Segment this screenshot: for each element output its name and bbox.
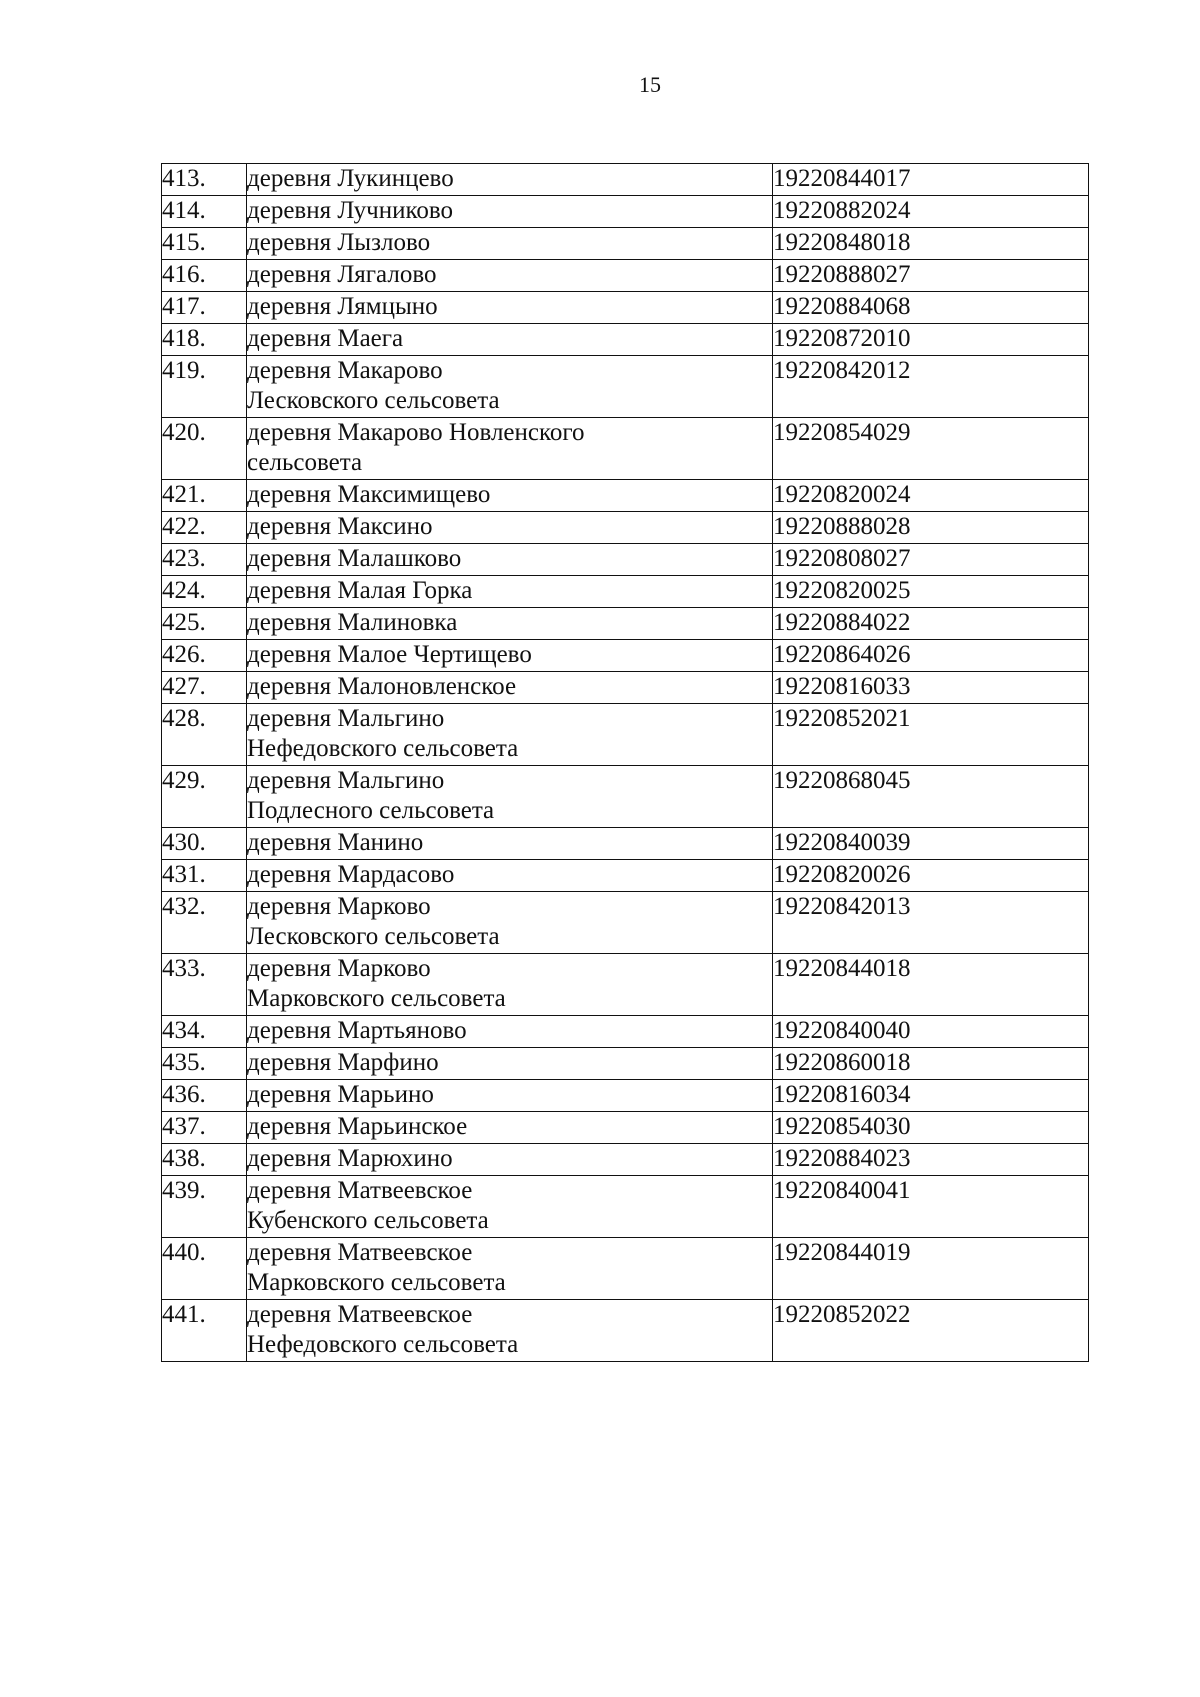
oktmo-code: 19220884068 — [773, 292, 1089, 324]
table-row — [162, 1048, 1089, 1080]
settlement-name — [247, 704, 773, 766]
settlement-name — [247, 1016, 773, 1048]
table-row — [162, 766, 1089, 828]
settlement-name-line: деревня Малое Чертищево — [247, 641, 532, 668]
oktmo-code: 19220868045 — [773, 766, 1089, 828]
settlement-name-line: деревня Лучниково — [247, 197, 454, 224]
settlement-name-line: деревня Максино — [247, 513, 433, 540]
row-number: 413. — [162, 164, 247, 196]
settlement-name-line: деревня Мальгино — [247, 767, 445, 794]
oktmo-code: 19220808027 — [773, 544, 1089, 576]
settlement-name — [247, 1048, 773, 1080]
settlement-name — [247, 228, 773, 260]
table-row — [162, 164, 1089, 196]
settlement-name — [247, 954, 773, 1016]
table-row — [162, 672, 1089, 704]
settlement-name — [247, 640, 773, 672]
settlement-name — [247, 672, 773, 704]
settlement-name-line: деревня Мардасово — [247, 861, 455, 888]
row-number: 428. — [162, 704, 247, 766]
row-number: 418. — [162, 324, 247, 356]
table-row — [162, 1080, 1089, 1112]
table-row — [162, 356, 1089, 418]
settlement-name-line: Марковского сельсовета — [247, 985, 506, 1012]
row-number: 432. — [162, 892, 247, 954]
settlement-name-line: деревня Мальгино — [247, 705, 445, 732]
settlement-name — [247, 324, 773, 356]
settlement-name-line: деревня Малоновленское — [247, 673, 517, 700]
row-number: 439. — [162, 1176, 247, 1238]
table-row — [162, 260, 1089, 292]
settlement-name-line: деревня Манино — [247, 829, 424, 856]
settlement-name-line: деревня Лягалово — [247, 261, 437, 288]
oktmo-code: 19220888027 — [773, 260, 1089, 292]
table-row — [162, 1112, 1089, 1144]
settlement-name — [247, 544, 773, 576]
oktmo-code: 19220820025 — [773, 576, 1089, 608]
row-number: 436. — [162, 1080, 247, 1112]
settlement-name — [247, 766, 773, 828]
oktmo-code: 19220842013 — [773, 892, 1089, 954]
oktmo-code: 19220884023 — [773, 1144, 1089, 1176]
settlement-name — [247, 576, 773, 608]
settlement-name-line: Нефедовского сельсовета — [247, 735, 519, 762]
row-number: 419. — [162, 356, 247, 418]
settlement-name — [247, 1238, 773, 1300]
oktmo-code: 19220840041 — [773, 1176, 1089, 1238]
row-number: 422. — [162, 512, 247, 544]
table-row — [162, 512, 1089, 544]
settlement-name — [247, 1080, 773, 1112]
settlement-name-line: Лесковского сельсовета — [247, 387, 500, 414]
table-row — [162, 196, 1089, 228]
table-row — [162, 1144, 1089, 1176]
settlement-name — [247, 1176, 773, 1238]
row-number: 438. — [162, 1144, 247, 1176]
table-row — [162, 954, 1089, 1016]
settlement-name-line: деревня Матвеевское — [247, 1301, 473, 1328]
oktmo-code: 19220816033 — [773, 672, 1089, 704]
settlement-name — [247, 418, 773, 480]
oktmo-code: 19220840040 — [773, 1016, 1089, 1048]
settlement-name-line: Марковского сельсовета — [247, 1269, 506, 1296]
oktmo-code: 19220816034 — [773, 1080, 1089, 1112]
settlement-name — [247, 512, 773, 544]
settlement-name — [247, 828, 773, 860]
oktmo-code: 19220872010 — [773, 324, 1089, 356]
oktmo-code: 19220860018 — [773, 1048, 1089, 1080]
table-body — [162, 164, 1089, 1362]
oktmo-code: 19220884022 — [773, 608, 1089, 640]
settlement-name-line: деревня Марьинское — [247, 1113, 468, 1140]
row-number: 416. — [162, 260, 247, 292]
settlement-name-line: деревня Марфино — [247, 1049, 439, 1076]
row-number: 414. — [162, 196, 247, 228]
table-row — [162, 1016, 1089, 1048]
settlement-name-line: деревня Марюхино — [247, 1145, 453, 1172]
oktmo-code: 19220888028 — [773, 512, 1089, 544]
page-number: 15 — [639, 72, 661, 97]
settlement-name-line: сельсовета — [247, 449, 363, 476]
settlement-name-line: деревня Макарово — [247, 357, 443, 384]
oktmo-code: 19220844019 — [773, 1238, 1089, 1300]
oktmo-code: 19220852022 — [773, 1300, 1089, 1362]
settlement-name — [247, 1112, 773, 1144]
oktmo-code: 19220848018 — [773, 228, 1089, 260]
row-number: 415. — [162, 228, 247, 260]
row-number: 421. — [162, 480, 247, 512]
row-number: 433. — [162, 954, 247, 1016]
settlement-name — [247, 196, 773, 228]
oktmo-code: 19220844017 — [773, 164, 1089, 196]
settlement-name-line: деревня Малашково — [247, 545, 462, 572]
settlement-name-line: деревня Маега — [247, 325, 404, 352]
row-number: 437. — [162, 1112, 247, 1144]
table-row — [162, 860, 1089, 892]
settlement-name-line: деревня Лямцыно — [247, 293, 438, 320]
settlement-name-line: деревня Лызлово — [247, 229, 431, 256]
settlement-name-line: деревня Малиновка — [247, 609, 458, 636]
settlement-name-line: деревня Марково — [247, 893, 431, 920]
oktmo-code: 19220852021 — [773, 704, 1089, 766]
table-row — [162, 704, 1089, 766]
table-row — [162, 892, 1089, 954]
oktmo-code: 19220820024 — [773, 480, 1089, 512]
row-number: 425. — [162, 608, 247, 640]
settlement-name-line: деревня Марково — [247, 955, 431, 982]
row-number: 431. — [162, 860, 247, 892]
row-number: 423. — [162, 544, 247, 576]
settlement-name — [247, 1144, 773, 1176]
row-number: 440. — [162, 1238, 247, 1300]
table-row — [162, 228, 1089, 260]
settlement-name — [247, 608, 773, 640]
table-row — [162, 480, 1089, 512]
settlement-name — [247, 292, 773, 324]
table-row — [162, 1176, 1089, 1238]
settlement-name-line: деревня Макарово Новленского — [247, 419, 585, 446]
settlement-name-line: деревня Марьино — [247, 1081, 434, 1108]
table-row — [162, 608, 1089, 640]
row-number: 441. — [162, 1300, 247, 1362]
settlement-name — [247, 260, 773, 292]
settlement-name — [247, 164, 773, 196]
settlement-name-line: деревня Матвеевское — [247, 1177, 473, 1204]
oktmo-code: 19220854029 — [773, 418, 1089, 480]
oktmo-code: 19220864026 — [773, 640, 1089, 672]
settlement-name-line: Нефедовского сельсовета — [247, 1331, 519, 1358]
settlement-name — [247, 480, 773, 512]
settlement-name-line: деревня Максимищево — [247, 481, 491, 508]
row-number: 434. — [162, 1016, 247, 1048]
settlement-name — [247, 1300, 773, 1362]
row-number: 427. — [162, 672, 247, 704]
settlement-name — [247, 356, 773, 418]
table-row — [162, 1300, 1089, 1362]
oktmo-code: 19220882024 — [773, 196, 1089, 228]
row-number: 420. — [162, 418, 247, 480]
row-number: 430. — [162, 828, 247, 860]
row-number: 435. — [162, 1048, 247, 1080]
settlement-name-line: деревня Малая Горка — [247, 577, 473, 604]
settlement-name — [247, 892, 773, 954]
table-row — [162, 292, 1089, 324]
oktmo-code: 19220844018 — [773, 954, 1089, 1016]
row-number: 424. — [162, 576, 247, 608]
settlements-table — [161, 163, 1089, 1362]
row-number: 426. — [162, 640, 247, 672]
table-row — [162, 324, 1089, 356]
table-row — [162, 1238, 1089, 1300]
table-row — [162, 544, 1089, 576]
oktmo-code: 19220840039 — [773, 828, 1089, 860]
table-row — [162, 576, 1089, 608]
settlement-name-line: деревня Мартьяново — [247, 1017, 467, 1044]
settlement-name-line: деревня Матвеевское — [247, 1239, 473, 1266]
row-number: 429. — [162, 766, 247, 828]
table-row — [162, 418, 1089, 480]
settlement-name-line: деревня Лукинцево — [247, 165, 454, 192]
oktmo-code: 19220854030 — [773, 1112, 1089, 1144]
row-number: 417. — [162, 292, 247, 324]
settlement-name-line: Подлесного сельсовета — [247, 797, 495, 824]
oktmo-code: 19220842012 — [773, 356, 1089, 418]
settlement-name-line: Лесковского сельсовета — [247, 923, 500, 950]
settlement-name-line: Кубенского сельсовета — [247, 1207, 489, 1234]
settlement-name — [247, 860, 773, 892]
table-row — [162, 828, 1089, 860]
table-row — [162, 640, 1089, 672]
oktmo-code: 19220820026 — [773, 860, 1089, 892]
